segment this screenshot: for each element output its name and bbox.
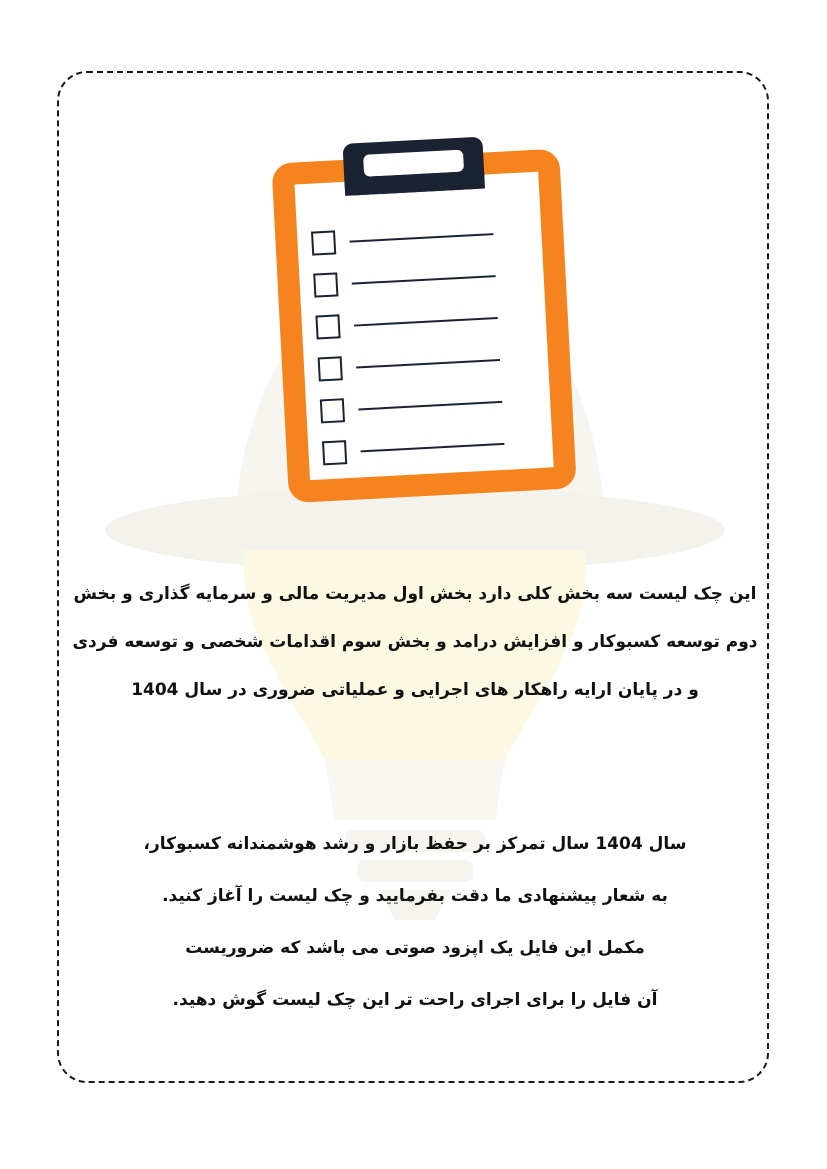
notes-line: به شعار پیشنهادی ما دقت بفرمایید و چک لیست را آغاز کنید.: [162, 886, 668, 906]
notes-line: آن فایل را برای اجرای راحت تر این چک لیست گوش دهید.: [172, 990, 658, 1010]
intro-line: و در پایان ارایه راهکار های اجرایی و عملیاتی ضروری در سال 1404: [131, 680, 699, 700]
intro-line: این چک لیست سه بخش کلی دارد بخش اول مدیریت مالی و سرمایه گذاری و بخش: [73, 584, 757, 604]
notes-paragraph: [70, 818, 760, 1026]
intro-paragraph: [70, 570, 760, 714]
notes-line: سال 1404 سال تمرکز بر حفظ بازار و رشد هوشمندانه کسبوکار،: [143, 834, 687, 854]
clipboard-checklist-icon: [262, 134, 582, 514]
notes-line: مکمل این فایل یک اپزود صوتی می باشد که ضروریست: [185, 938, 645, 958]
intro-line: دوم توسعه کسبوکار و افزایش درامد و بخش سوم اقدامات شخصی و توسعه فردی: [72, 632, 758, 652]
